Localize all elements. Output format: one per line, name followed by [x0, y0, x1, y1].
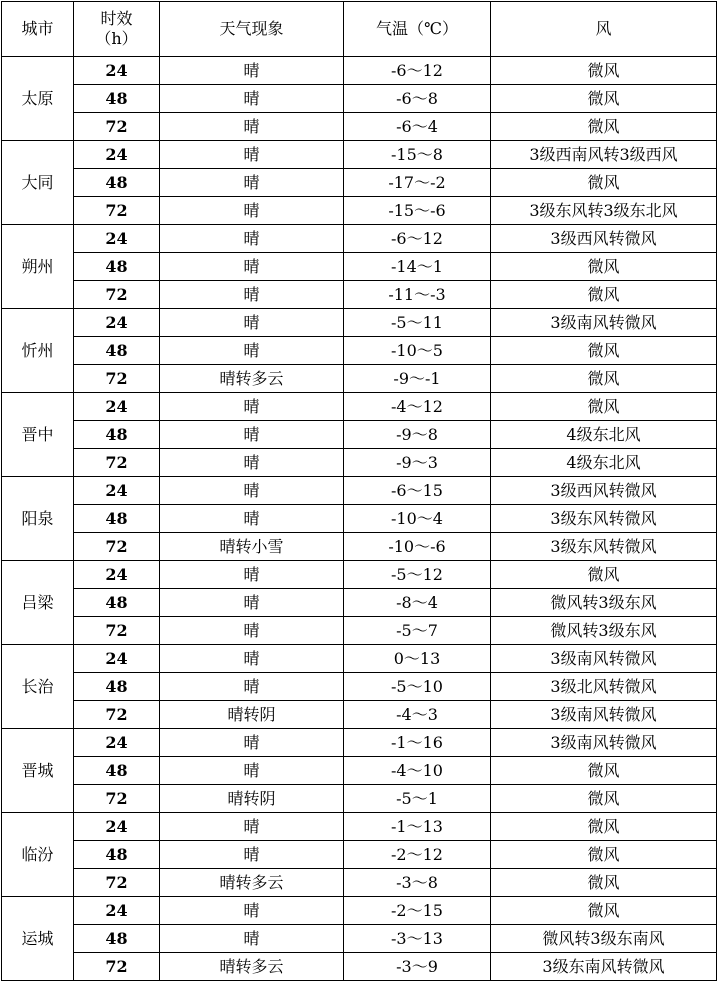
hours-cell: 48 [74, 925, 160, 953]
hours-cell: 24 [74, 477, 160, 505]
weather-cell: 晴 [160, 925, 344, 953]
temperature-cell: -4～10 [344, 757, 491, 785]
weather-cell: 晴 [160, 197, 344, 225]
weather-cell: 晴 [160, 393, 344, 421]
hours-cell: 24 [74, 57, 160, 85]
table-row [2, 953, 717, 981]
weather-cell: 晴 [160, 561, 344, 589]
wind-cell: 微风 [491, 113, 717, 141]
city-name-cell: 太原 [2, 57, 74, 141]
table-row [2, 729, 717, 757]
temperature-cell: -6～12 [344, 225, 491, 253]
wind-cell: 3级南风转微风 [491, 645, 717, 673]
city-name-cell: 吕梁 [2, 561, 74, 645]
hours-cell: 24 [74, 225, 160, 253]
wind-cell: 3级西风转微风 [491, 225, 717, 253]
table-row [2, 253, 717, 281]
hours-cell: 48 [74, 757, 160, 785]
weather-cell: 晴 [160, 477, 344, 505]
wind-cell: 微风转3级东风 [491, 589, 717, 617]
table-row [2, 533, 717, 561]
temperature-cell: -15～8 [344, 141, 491, 169]
city-name-cell: 长治 [2, 645, 74, 729]
hours-cell: 48 [74, 169, 160, 197]
temperature-cell: -4～12 [344, 393, 491, 421]
table-row [2, 197, 717, 225]
table-row [2, 57, 717, 85]
weather-cell: 晴 [160, 113, 344, 141]
table-row [2, 645, 717, 673]
table-row [2, 561, 717, 589]
weather-cell: 晴转多云 [160, 869, 344, 897]
wind-cell: 微风 [491, 813, 717, 841]
table-row [2, 141, 717, 169]
weather-cell: 晴 [160, 617, 344, 645]
wind-cell: 微风 [491, 281, 717, 309]
hours-cell: 72 [74, 365, 160, 393]
hours-cell: 72 [74, 953, 160, 981]
hours-cell: 24 [74, 561, 160, 589]
weather-cell: 晴 [160, 169, 344, 197]
wind-cell: 3级东南风转微风 [491, 953, 717, 981]
hours-cell: 48 [74, 673, 160, 701]
table-row [2, 925, 717, 953]
city-name-cell: 朔州 [2, 225, 74, 309]
temperature-cell: -1～13 [344, 813, 491, 841]
temperature-cell: -3～13 [344, 925, 491, 953]
wind-cell: 微风 [491, 365, 717, 393]
weather-cell: 晴 [160, 225, 344, 253]
weather-cell: 晴 [160, 281, 344, 309]
temperature-cell: -8～4 [344, 589, 491, 617]
table-body [2, 57, 717, 981]
wind-cell: 微风 [491, 841, 717, 869]
hours-cell: 72 [74, 533, 160, 561]
header-weather: 天气现象 [160, 2, 344, 57]
forecast-table [1, 1, 717, 981]
table-row [2, 785, 717, 813]
table-row [2, 393, 717, 421]
hours-cell: 48 [74, 505, 160, 533]
temperature-cell: -6～8 [344, 85, 491, 113]
wind-cell: 3级北风转微风 [491, 673, 717, 701]
header-city: 城市 [2, 2, 74, 57]
weather-cell: 晴 [160, 841, 344, 869]
temperature-cell: -2～15 [344, 897, 491, 925]
weather-cell: 晴 [160, 421, 344, 449]
hours-cell: 48 [74, 85, 160, 113]
hours-cell: 72 [74, 701, 160, 729]
temperature-cell: -3～8 [344, 869, 491, 897]
table-row [2, 169, 717, 197]
wind-cell: 微风 [491, 85, 717, 113]
table-row [2, 589, 717, 617]
wind-cell: 3级南风转微风 [491, 701, 717, 729]
weather-cell: 晴 [160, 729, 344, 757]
hours-cell: 72 [74, 113, 160, 141]
temperature-cell: -5～7 [344, 617, 491, 645]
wind-cell: 3级南风转微风 [491, 729, 717, 757]
table-row [2, 505, 717, 533]
hours-cell: 72 [74, 449, 160, 477]
temperature-cell: -15～-6 [344, 197, 491, 225]
temperature-cell: -5～11 [344, 309, 491, 337]
header-wind: 风 [491, 2, 717, 57]
weather-cell: 晴 [160, 589, 344, 617]
table-row [2, 113, 717, 141]
temperature-cell: -17～-2 [344, 169, 491, 197]
hours-cell: 48 [74, 253, 160, 281]
hours-cell: 24 [74, 729, 160, 757]
weather-cell: 晴转多云 [160, 365, 344, 393]
hours-cell: 48 [74, 589, 160, 617]
weather-cell: 晴转阴 [160, 701, 344, 729]
wind-cell: 3级东风转微风 [491, 505, 717, 533]
table-row [2, 449, 717, 477]
wind-cell: 微风 [491, 897, 717, 925]
weather-cell: 晴 [160, 253, 344, 281]
hours-cell: 24 [74, 393, 160, 421]
table-row [2, 85, 717, 113]
table-row [2, 617, 717, 645]
hours-cell: 72 [74, 197, 160, 225]
wind-cell: 3级西风转微风 [491, 477, 717, 505]
table-row [2, 869, 717, 897]
hours-cell: 72 [74, 617, 160, 645]
weather-cell: 晴 [160, 337, 344, 365]
wind-cell: 3级西南风转3级西风 [491, 141, 717, 169]
temperature-cell: -10～-6 [344, 533, 491, 561]
temperature-cell: -5～10 [344, 673, 491, 701]
hours-cell: 24 [74, 645, 160, 673]
wind-cell: 微风 [491, 393, 717, 421]
hours-cell: 48 [74, 337, 160, 365]
wind-cell: 微风 [491, 253, 717, 281]
header-hours-line2: （h） [95, 29, 138, 48]
temperature-cell: -2～12 [344, 841, 491, 869]
weather-cell: 晴 [160, 505, 344, 533]
hours-cell: 72 [74, 785, 160, 813]
temperature-cell: -9～3 [344, 449, 491, 477]
city-name-cell: 晋城 [2, 729, 74, 813]
weather-cell: 晴 [160, 645, 344, 673]
table-row [2, 701, 717, 729]
weather-cell: 晴 [160, 57, 344, 85]
table-row [2, 337, 717, 365]
city-name-cell: 阳泉 [2, 477, 74, 561]
temperature-cell: -4～3 [344, 701, 491, 729]
table-row [2, 673, 717, 701]
hours-cell: 48 [74, 421, 160, 449]
hours-cell: 24 [74, 309, 160, 337]
wind-cell: 3级东风转微风 [491, 533, 717, 561]
temperature-cell: -6～4 [344, 113, 491, 141]
wind-cell: 4级东北风 [491, 449, 717, 477]
temperature-cell: -11～-3 [344, 281, 491, 309]
table-row [2, 421, 717, 449]
hours-cell: 48 [74, 841, 160, 869]
weather-cell: 晴转阴 [160, 785, 344, 813]
temperature-cell: -10～4 [344, 505, 491, 533]
wind-cell: 微风 [491, 869, 717, 897]
table-row [2, 897, 717, 925]
city-name-cell: 临汾 [2, 813, 74, 897]
temperature-cell: -6～15 [344, 477, 491, 505]
temperature-cell: 0～13 [344, 645, 491, 673]
header-row [2, 2, 717, 57]
hours-cell: 72 [74, 281, 160, 309]
header-temp: 气温（℃） [344, 2, 491, 57]
weather-cell: 晴 [160, 897, 344, 925]
wind-cell: 4级东北风 [491, 421, 717, 449]
temperature-cell: -1～16 [344, 729, 491, 757]
weather-cell: 晴 [160, 673, 344, 701]
table-row [2, 841, 717, 869]
city-name-cell: 运城 [2, 897, 74, 981]
hours-cell: 24 [74, 897, 160, 925]
weather-cell: 晴 [160, 757, 344, 785]
weather-cell: 晴转小雪 [160, 533, 344, 561]
table-row [2, 365, 717, 393]
table-row [2, 225, 717, 253]
wind-cell: 微风转3级东风 [491, 617, 717, 645]
table-row [2, 813, 717, 841]
hours-cell: 24 [74, 813, 160, 841]
city-name-cell: 忻州 [2, 309, 74, 393]
wind-cell: 3级东风转3级东北风 [491, 197, 717, 225]
temperature-cell: -10～5 [344, 337, 491, 365]
hours-cell: 24 [74, 141, 160, 169]
wind-cell: 微风 [491, 169, 717, 197]
city-name-cell: 晋中 [2, 393, 74, 477]
wind-cell: 3级南风转微风 [491, 309, 717, 337]
wind-cell: 微风 [491, 757, 717, 785]
temperature-cell: -5～1 [344, 785, 491, 813]
temperature-cell: -9～8 [344, 421, 491, 449]
table-row [2, 309, 717, 337]
weather-cell: 晴转多云 [160, 953, 344, 981]
weather-cell: 晴 [160, 813, 344, 841]
header-hours [74, 2, 160, 57]
wind-cell: 微风 [491, 57, 717, 85]
wind-cell: 微风 [491, 337, 717, 365]
hours-cell: 72 [74, 869, 160, 897]
wind-cell: 微风 [491, 561, 717, 589]
weather-cell: 晴 [160, 85, 344, 113]
table-row [2, 477, 717, 505]
temperature-cell: -5～12 [344, 561, 491, 589]
table-row [2, 757, 717, 785]
wind-cell: 微风 [491, 785, 717, 813]
temperature-cell: -14～1 [344, 253, 491, 281]
temperature-cell: -9～-1 [344, 365, 491, 393]
weather-cell: 晴 [160, 449, 344, 477]
temperature-cell: -3～9 [344, 953, 491, 981]
header-hours-line1: 时效 [100, 9, 133, 28]
wind-cell: 微风转3级东南风 [491, 925, 717, 953]
temperature-cell: -6～12 [344, 57, 491, 85]
city-name-cell: 大同 [2, 141, 74, 225]
weather-cell: 晴 [160, 309, 344, 337]
table-header [2, 2, 717, 57]
weather-cell: 晴 [160, 141, 344, 169]
table-row [2, 281, 717, 309]
